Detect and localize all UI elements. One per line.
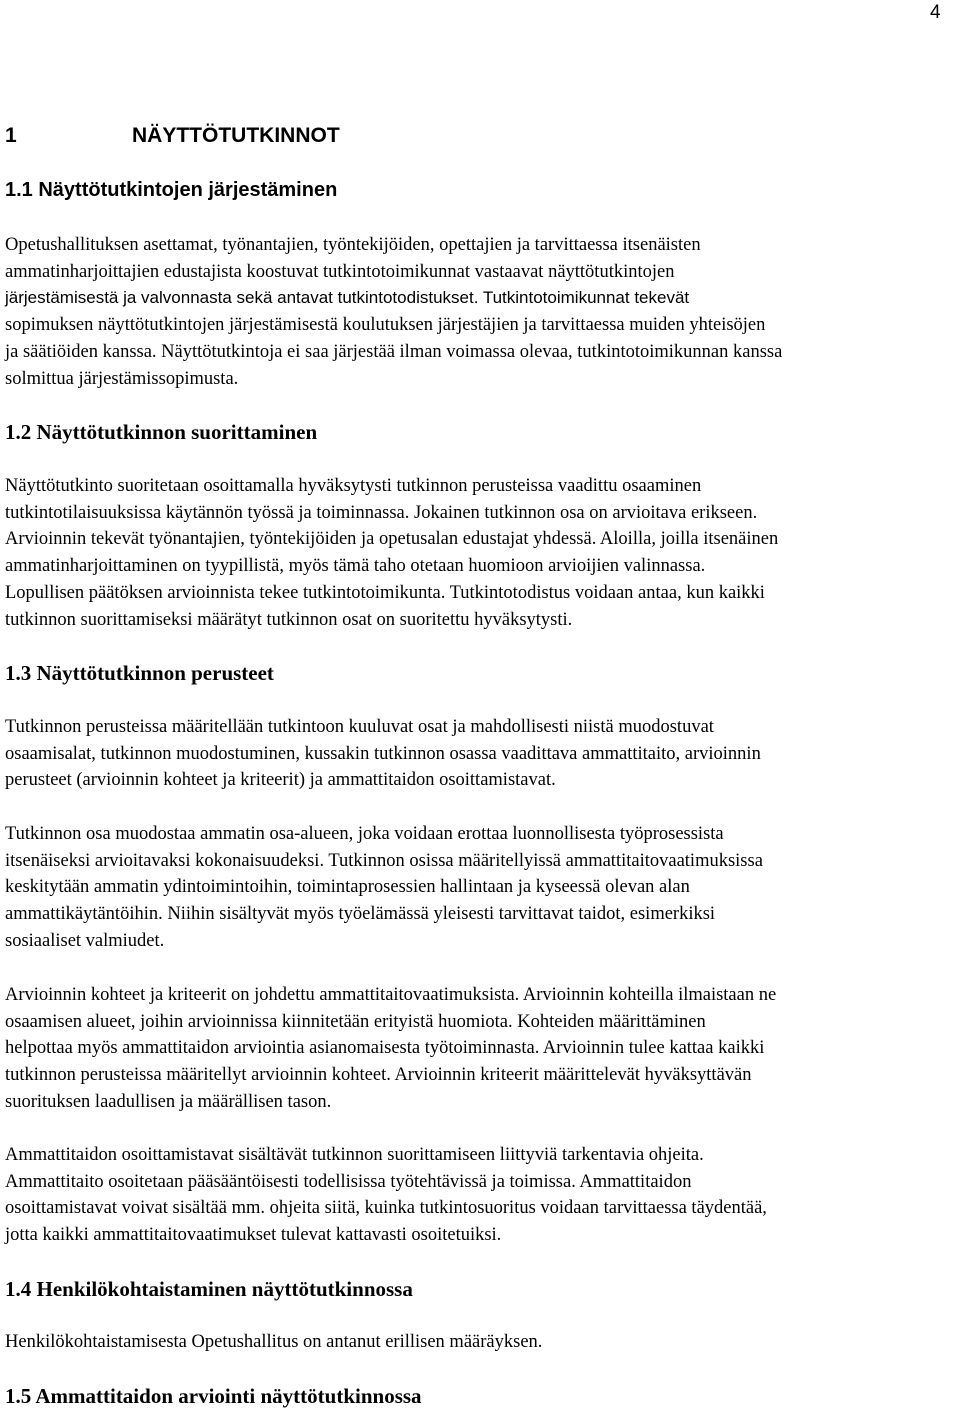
- text-line: Ammattitaito osoitetaan pääsääntöisesti todellisissa työtehtävissä ja toimissa. Ammattitaidon: [5, 1171, 692, 1192]
- text-line: keskitytään ammatin ydintoimintoihin, toimintaprosessien hallintaan ja kyseessä olevan alan: [5, 877, 690, 898]
- section-1-3-paragraph-4: [5, 1142, 767, 1249]
- section-1-3-paragraph-1: [5, 714, 761, 794]
- text-line: Tutkinnon osa muodostaa ammatin osa-alueen, joka voidaan erottaa luonnollisesta työprosessista: [5, 824, 724, 844]
- text-line: jotta kaikki ammattitaitovaatimukset tulevat kattavasti osoitetuiksi.: [5, 1225, 502, 1246]
- section-1-2-paragraph: [5, 473, 778, 633]
- text-line: Opetushallituksen asettamat, työnantajien, työntekijöiden, opettajien ja tarvittaessa itsenäisten: [5, 235, 701, 255]
- text-line: järjestämisestä ja valvonnasta sekä antavat tutkintotodistukset. Tutkintotoimikunnat tekevät: [5, 288, 690, 308]
- section-1-3-paragraph-3: [5, 982, 776, 1116]
- text-line: Arvioinnin kohteet ja kriteerit on johdettu ammattitaitovaatimuksista. Arvioinnin kohteilla ilmaistaan ne: [5, 985, 777, 1005]
- text-line: osaamisalat, tutkinnon muodostuminen, kussakin tutkinnon osassa vaadittava ammattitaito, arvioinnin: [5, 743, 761, 764]
- text-line: tutkinnon perusteissa määritellyt arvioinnin kohteet. Arvioinnin kriteerit määrittelevät hyväksyttävän: [5, 1065, 752, 1086]
- text-line: sopimuksen näyttötutkintojen järjestämisestä koulutuksen järjestäjien ja tarvittaessa muiden yhteisöjen: [5, 315, 766, 336]
- text-line: suorituksen laadullisen ja määrällisen tason.: [5, 1091, 332, 1112]
- text-line: Ammattitaidon osoittamistavat sisältävät tutkinnon suorittamiseen liittyviä tarkentavia ohjeita.: [5, 1145, 704, 1165]
- chapter-heading: [5, 123, 340, 149]
- text-line: itsenäiseksi arvioitavaksi kokonaisuudeksi. Tutkinnon osissa määritellyissä ammattitaitovaatimuksissa: [5, 850, 763, 871]
- text-line: Tutkinnon perusteissa määritellään tutkintoon kuuluvat osat ja mahdollisesti niistä muodostuvat: [5, 717, 714, 737]
- section-1-1-paragraph: [5, 232, 782, 392]
- chapter-title: NÄYTTÖTUTKINNOT: [132, 124, 340, 147]
- text-line: Näyttötutkinto suoritetaan osoittamalla hyväksytysti tutkinnon perusteissa vaadittu osaaminen: [5, 476, 702, 496]
- section-1-3-paragraph-2: [5, 821, 763, 955]
- text-line: ammattikäytäntöihin. Niihin sisältyvät myös työelämässä yleisesti tarvittavat taidot, esimerkiksi: [5, 904, 716, 925]
- section-title-1-5: 1.5 Ammattitaidon arviointi näyttötutkinnossa: [5, 1384, 422, 1408]
- text-line: ammatinharjoittajien edustajista koostuvat tutkintotoimikunnat vastaavat näyttötutkintojen: [5, 261, 675, 282]
- text-line: tutkintotilaisuuksissa käytännön työssä ja toiminnassa. Jokainen tutkinnon osa on arvioitava erikseen.: [5, 502, 758, 523]
- text-line: perusteet (arvioinnin kohteet ja kriteerit) ja ammattitaidon osoittamistavat.: [5, 770, 556, 791]
- text-line: ja säätiöiden kanssa. Näyttötutkintoja ei saa järjestää ilman voimassa olevaa, tutkintotoimikunnan kanssa: [5, 341, 783, 362]
- section-title-1-4: 1.4 Henkilökohtaistaminen näyttötutkinnossa: [5, 1277, 413, 1301]
- text-line: helpottaa myös ammattitaidon arviointia asianomaisesta työtoiminnasta. Arvioinnin tulee kattaa kaikki: [5, 1038, 765, 1059]
- page-number: 4: [930, 2, 941, 23]
- text-line: Lopullisen päätöksen arvioinnista tekee tutkintotoimikunta. Tutkintotodistus voidaan antaa, kun kaikki: [5, 582, 765, 603]
- section-1-4-paragraph: [5, 1329, 542, 1356]
- text-line: solmittua järjestämissopimusta.: [5, 368, 239, 389]
- text-line: Arvioinnin tekevät työnantajien, työntekijöiden ja opetusalan edustajat yhdessä. Aloilla, joilla itsenäinen: [5, 529, 779, 550]
- section-title-1-3: 1.3 Näyttötutkinnon perusteet: [5, 661, 274, 685]
- text-line: osaamisen alueet, joihin arvioinnissa kiinnitetään erityistä huomiota. Kohteiden määrittäminen: [5, 1011, 706, 1032]
- section-title-1-2: 1.2 Näyttötutkinnon suorittaminen: [5, 420, 318, 444]
- text-line: ammatinharjoittaminen on tyypillistä, myös tämä taho otetaan huomioon arvioijien valinnassa.: [5, 556, 706, 577]
- text-line: tutkinnon suorittamiseksi määrätyt tutkinnon osat on suoritettu hyväksytysti.: [5, 609, 573, 630]
- section-title-1-1: 1.1 Näyttötutkintojen järjestäminen: [5, 179, 338, 201]
- text-line: sosiaaliset valmiudet.: [5, 930, 165, 951]
- text-line: osoittamistavat voivat sisältää mm. ohjeita siitä, kuinka tutkintosuoritus voidaan tarvittaessa täydentää,: [5, 1198, 767, 1219]
- text-line: Henkilökohtaistamisesta Opetushallitus on antanut erillisen määräyksen.: [5, 1332, 543, 1352]
- chapter-number: 1: [5, 124, 17, 147]
